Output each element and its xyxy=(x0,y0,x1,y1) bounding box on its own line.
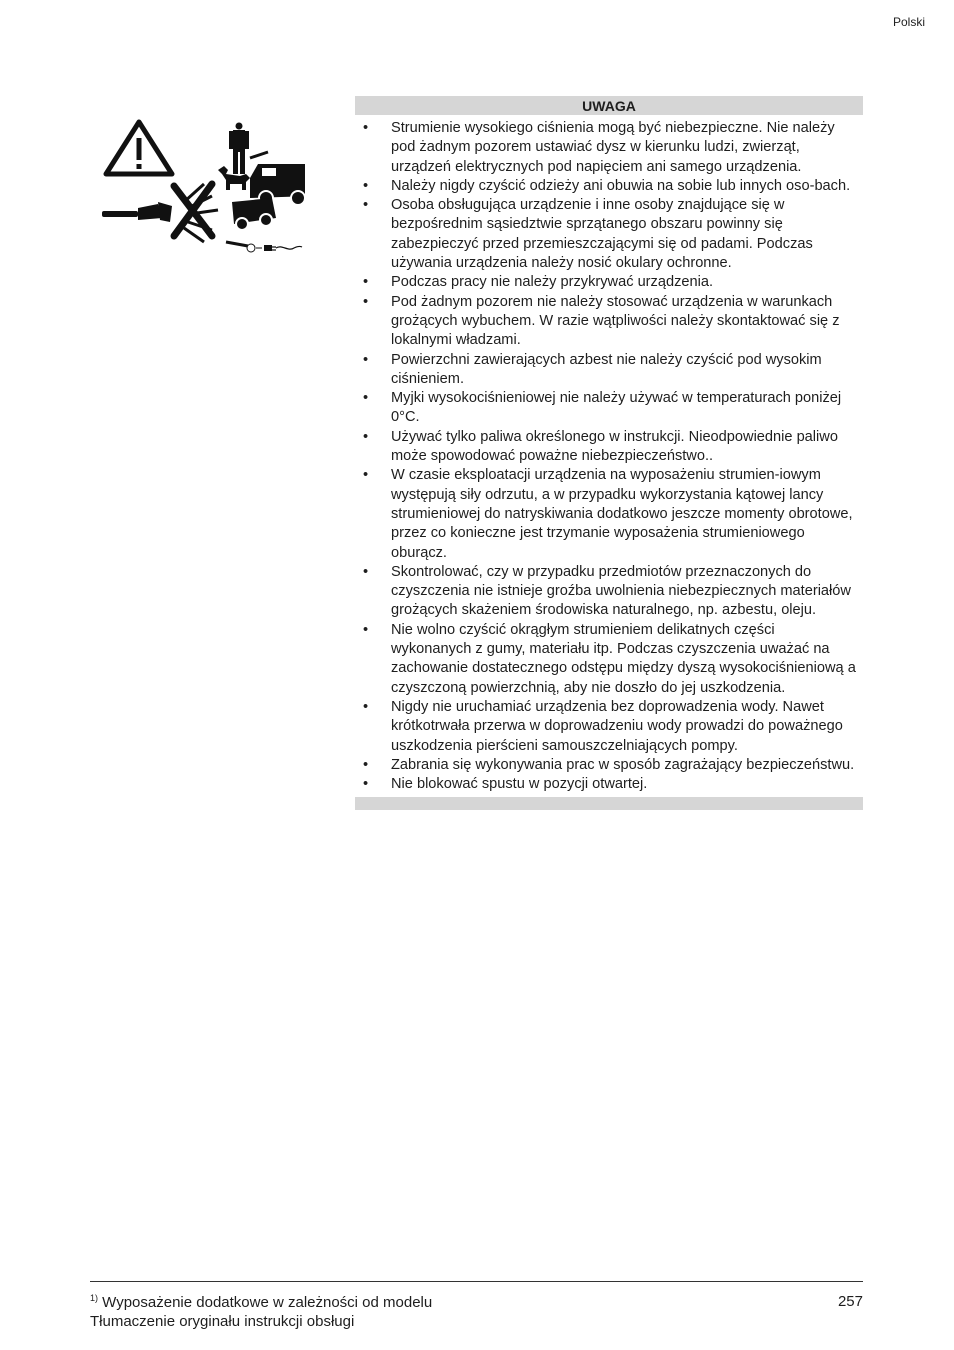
list-item xyxy=(355,756,863,775)
list-item xyxy=(355,119,863,177)
bullet: • xyxy=(363,563,369,580)
list-item xyxy=(355,293,863,351)
bullet: • xyxy=(363,698,369,715)
list-item xyxy=(355,466,863,562)
list-item-text: Zabrania się wykonywania prac w sposób zagrażający bezpieczeństwu. xyxy=(391,756,855,773)
safety-warning-illustration xyxy=(100,118,305,266)
translation-note: Tłumaczenie oryginału instrukcji obsługi xyxy=(90,1313,355,1330)
pressure-washer-icon xyxy=(232,198,276,230)
footnote-marker: 1) xyxy=(90,1293,99,1303)
list-item xyxy=(355,351,863,390)
list-item xyxy=(355,389,863,428)
footnote-text: Wyposażenie dodatkowe w zależności od modelu xyxy=(98,1294,433,1311)
footnote xyxy=(90,1293,432,1311)
bullet: • xyxy=(363,293,369,310)
list-item xyxy=(355,621,863,698)
list-item-text: Powierzchni zawierających azbest nie należy czyścić pod wysokim ciśnieniem. xyxy=(391,351,822,387)
list-item xyxy=(355,563,863,621)
warning-notice-box xyxy=(355,96,863,810)
warning-list xyxy=(355,115,863,797)
bullet: • xyxy=(363,120,369,136)
bullet: • xyxy=(363,177,369,194)
list-item xyxy=(355,273,863,292)
list-item-text: Używać tylko paliwa określonego w instrukcji. Nieodpowiednie paliwo może spowodować poważne niebezpieczeństwo.. xyxy=(391,428,838,465)
list-item-text: Pod żadnym pozorem nie należy stosować urządzenia w warunkach grożących wybuchem. W razie wątpliwości należy skontaktować się z lokalnymi władzami. xyxy=(391,293,840,349)
warning-triangle-icon xyxy=(106,122,172,174)
footer-divider xyxy=(90,1281,863,1282)
list-item xyxy=(355,775,863,794)
list-item xyxy=(355,428,863,467)
bullet: • xyxy=(363,274,369,291)
list-item-text: Należy nigdy czyścić odzieży ani obuwia na sobie lub innych oso-bach. xyxy=(391,177,851,194)
notice-title: UWAGA xyxy=(355,96,863,115)
bullet: • xyxy=(363,776,369,793)
list-item-text: Nie wolno czyścić okrągłym strumieniem delikatnych części wykonanych z gumy, materiału itp. Podczas czyszczenia uważać na zachowanie dostatecznego odstępu między dyszą wysokociśnieniową a czyszczoną powierzchnią, aby nie doszło do jej uszkodzenia. xyxy=(391,621,856,696)
bullet: • xyxy=(363,756,369,773)
worker-icon xyxy=(229,123,249,175)
list-item-text: Podczas pracy nie należy przykrywać urządzenia. xyxy=(391,274,714,291)
bullet: • xyxy=(363,621,369,638)
plug-icon xyxy=(247,244,302,252)
list-item-text: Myjki wysokociśnieniowej nie należy używać w temperaturach poniżej 0°C. xyxy=(391,390,842,426)
notice-footer-bar xyxy=(355,797,863,810)
bullet: • xyxy=(363,428,369,445)
language-label: Polski xyxy=(892,15,925,29)
spray-lance-icon xyxy=(102,202,172,222)
list-item-text: Skontrolować, czy w przypadku przedmiotów przeznaczonych do czyszczenia nie istnieje groźba uwolnienia niebezpiecznych materiałów grożących skażeniem środowiska naturalnego, np. azbestu, oleju. xyxy=(391,563,851,619)
bullet: • xyxy=(363,351,369,368)
prohibition-cross-icon xyxy=(174,184,212,236)
list-item-text: W czasie eksploatacji urządzenia na wyposażeniu strumien-iowym występują siły odrzutu, a w przypadku wykorzystania kątowej lancy strumieniowej do natryskiwania dodatkowo jeszcze momenty obrotowe, przez co konieczne jest trzymanie wyposażenia strumieniowego oburącz. xyxy=(391,467,853,561)
list-item xyxy=(355,177,863,196)
list-item-text: Strumienie wysokiego ciśnienia mogą być niebezpieczne. Nie należy pod żadnym pozorem ustawiać dysz w kierunku ludzi, zwierząt, urządzeń elektrycznych pod napięciem ani samego urządzenia. xyxy=(391,120,835,175)
page-number: 257 xyxy=(837,1293,863,1310)
list-item xyxy=(355,698,863,756)
list-item-text: Nigdy nie uruchamiać urządzenia bez doprowadzenia wody. Nawet krótkotrwała przerwa w doprowadzeniu wody prowadzi do poważnego uszkodzenia pierścieni samouszczelniających pompy. xyxy=(391,698,843,754)
list-item-text: Osoba obsługująca urządzenie i inne osoby znajdujące się w bezpośrednim sąsiedztwie sprzątanego obszaru powinny się zabezpieczyć przed przemieszczającymi się od padami. Podczas używania urządzenia należy nosić okulary ochronne. xyxy=(391,197,813,272)
list-item xyxy=(355,196,863,273)
vehicle-icon xyxy=(250,164,305,205)
bullet: • xyxy=(363,467,369,484)
list-item-text: Nie blokować spustu w pozycji otwartej. xyxy=(391,776,648,793)
bullet: • xyxy=(363,390,369,407)
bullet: • xyxy=(363,197,369,214)
